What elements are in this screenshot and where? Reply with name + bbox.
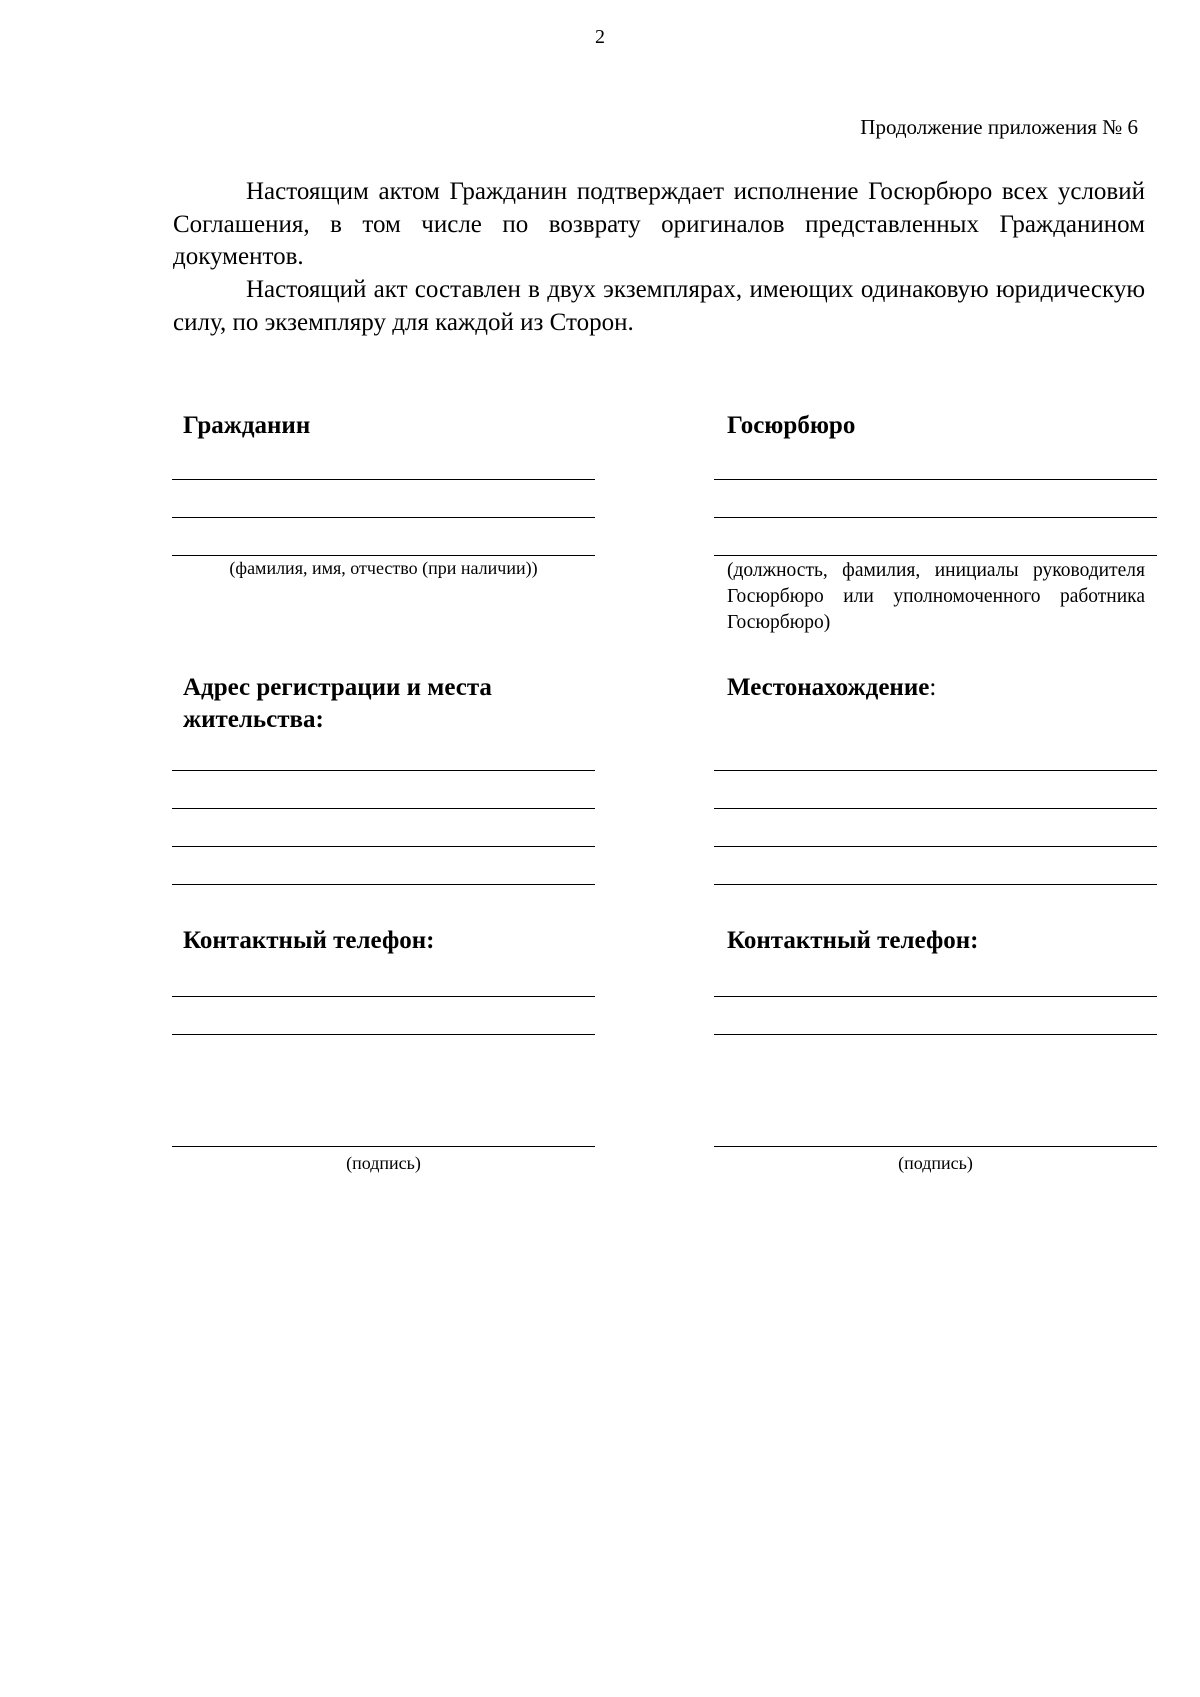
bureau-phone-line-1: [714, 996, 1157, 997]
paragraph-copies: [173, 274, 1145, 339]
bureau-location-line-3: [714, 846, 1157, 847]
paragraph-text: Настоящий акт составлен в двух экземплярах, имеющих одинаковую юридическую силу, по экземпляру для каждой из Сторон.: [173, 276, 1145, 336]
appendix-label: Продолжение приложения № 6: [860, 115, 1138, 139]
citizen-address-line-3: [172, 846, 595, 847]
bureau-heading: Госюрбюро: [727, 412, 856, 439]
citizen-address-line-2: [172, 808, 595, 809]
citizen-phone-line-1: [172, 996, 595, 997]
bureau-location-heading: [727, 672, 936, 704]
bureau-location-label: Местонахождение: [727, 674, 930, 701]
citizen-signature-line: [172, 1146, 595, 1147]
bureau-signature-caption: (подпись): [898, 1153, 973, 1173]
citizen-signature-caption: (подпись): [346, 1153, 421, 1173]
bureau-location-line-4: [714, 884, 1157, 885]
citizen-address-line-4: [172, 884, 595, 885]
citizen-address-heading: Адрес регистрации и места жительства:: [183, 674, 492, 733]
bureau-location-line-2: [714, 808, 1157, 809]
bureau-location-colon: :: [929, 674, 937, 701]
bureau-name-line-2: [714, 517, 1157, 518]
paragraph-confirmation: [173, 176, 1145, 274]
citizen-name-line-3: [172, 555, 595, 556]
bureau-name-caption: (должность, фамилия, инициалы руководителя Госюрбюро или уполномоченного работника Госюрбюро): [727, 560, 1145, 633]
bureau-location-line-1: [714, 770, 1157, 771]
page-number: 2: [595, 26, 605, 48]
bureau-signature-line: [714, 1146, 1157, 1147]
paragraph-text: Настоящим актом Гражданин подтверждает исполнение Госюрбюро всех условий Соглашения, в том числе по возврату оригиналов представленных Гражданином документов.: [173, 178, 1145, 270]
citizen-address-line-1: [172, 770, 595, 771]
citizen-name-caption: (фамилия, имя, отчество (при наличии)): [229, 558, 538, 578]
citizen-name-line-2: [172, 517, 595, 518]
citizen-phone-heading: Контактный телефон:: [183, 927, 435, 954]
bureau-phone-line-2: [714, 1034, 1157, 1035]
bureau-name-line-1: [714, 479, 1157, 480]
bureau-phone-heading: Контактный телефон:: [727, 927, 979, 954]
bureau-name-line-3: [714, 555, 1157, 556]
citizen-phone-line-2: [172, 1034, 595, 1035]
citizen-heading: Гражданин: [183, 412, 311, 439]
citizen-name-line-1: [172, 479, 595, 480]
